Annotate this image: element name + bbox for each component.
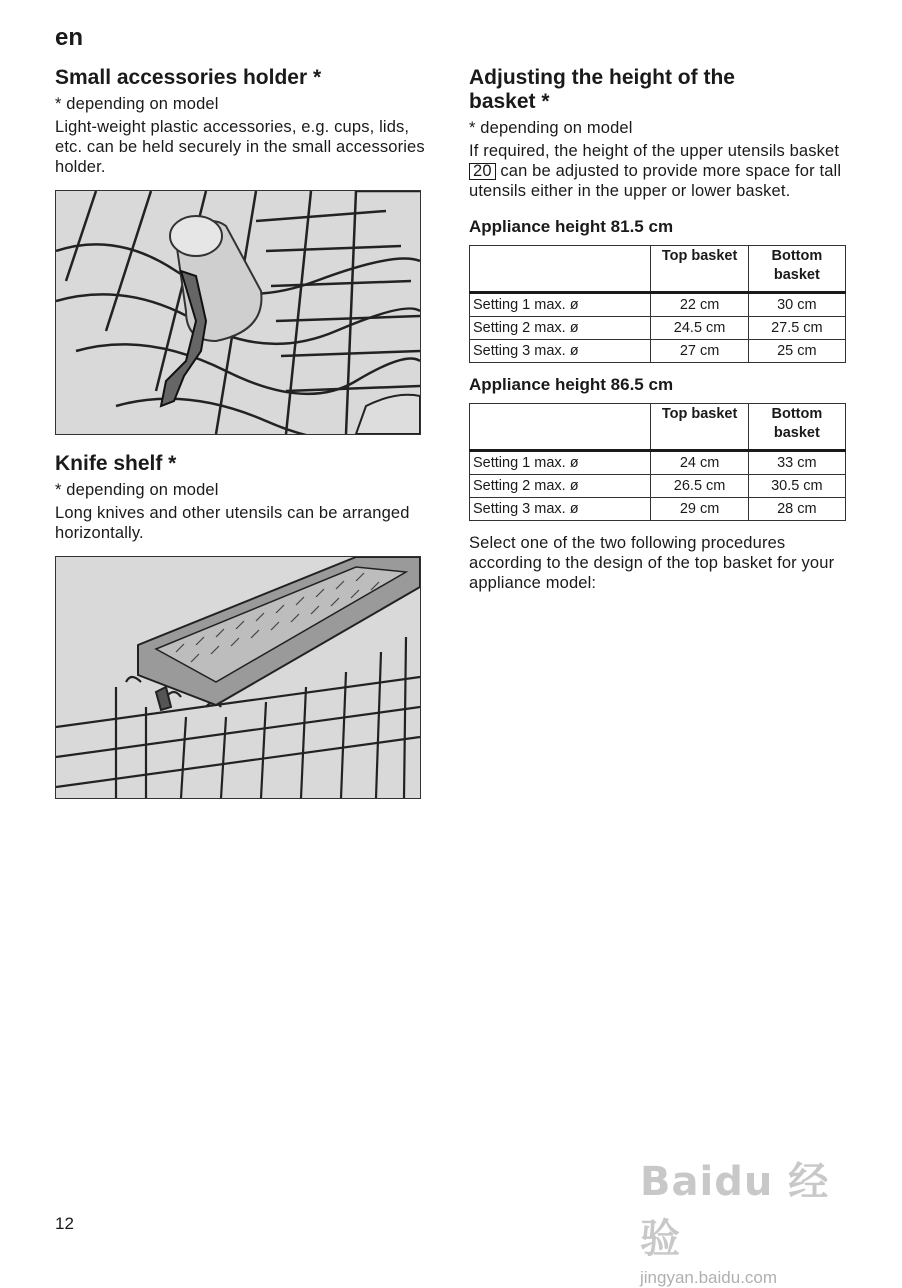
table2-header-bottom: Bottom basket	[748, 404, 845, 451]
small-accessories-section	[55, 66, 430, 435]
table2-heading: Appliance height 86.5 cm	[469, 375, 674, 394]
table1-header-top: Top basket	[651, 246, 748, 293]
table-cell-label: Setting 2 max. ø	[470, 317, 651, 340]
table-cell-bottom: 27.5 cm	[748, 317, 845, 340]
table-cell-bottom: 30.5 cm	[748, 475, 845, 498]
knife-shelf-section	[55, 452, 430, 799]
adjust-height-note: * depending on model	[469, 119, 633, 137]
table-cell-label: Setting 3 max. ø	[470, 340, 651, 363]
table1-header-bottom: Bottom basket	[748, 246, 845, 293]
knife-shelf-drawing	[56, 557, 420, 798]
table-row	[470, 317, 846, 340]
small-accessories-body: Light-weight plastic accessories, e.g. cups, lids, etc. can be held securely in the small accessories holder.	[55, 118, 425, 176]
closing-text: Select one of the two following procedures according to the design of the top basket for your appliance model:	[469, 534, 835, 592]
knife-shelf-title: Knife shelf *	[55, 452, 177, 475]
small-accessories-title: Small accessories holder *	[55, 66, 322, 89]
table-cell-top: 24.5 cm	[651, 317, 748, 340]
page-number: 12	[55, 1214, 74, 1233]
table-row	[470, 293, 846, 317]
table-row	[470, 475, 846, 498]
watermark	[640, 1150, 850, 1287]
table2-header-top: Top basket	[651, 404, 748, 451]
knife-shelf-illustration	[55, 556, 421, 799]
table-cell-bottom: 30 cm	[748, 293, 845, 317]
adjust-height-body-post: can be adjusted to provide more space for tall utensils either in the upper or lower basket.	[469, 162, 842, 200]
table1-heading: Appliance height 81.5 cm	[469, 217, 674, 236]
reference-number: 20	[469, 163, 496, 180]
adjust-height-title: Adjusting the height of the basket *	[469, 66, 735, 113]
table-row	[470, 340, 846, 363]
small-accessories-note: * depending on model	[55, 95, 219, 113]
table-cell-label: Setting 3 max. ø	[470, 498, 651, 521]
knife-shelf-note: * depending on model	[55, 481, 219, 499]
knife-shelf-body: Long knives and other utensils can be arranged horizontally.	[55, 504, 410, 542]
table1-header-empty	[470, 246, 651, 293]
table1-header-row	[470, 246, 846, 293]
table-cell-top: 26.5 cm	[651, 475, 748, 498]
table-cell-bottom: 25 cm	[748, 340, 845, 363]
right-column	[469, 66, 849, 593]
table-cell-bottom: 28 cm	[748, 498, 845, 521]
table-cell-label: Setting 1 max. ø	[470, 293, 651, 317]
left-column	[55, 66, 430, 799]
table-cell-top: 27 cm	[651, 340, 748, 363]
table-appliance-81-5	[469, 245, 846, 363]
small-accessories-illustration	[55, 190, 421, 435]
table-cell-top: 22 cm	[651, 293, 748, 317]
table-appliance-86-5	[469, 403, 846, 521]
basket-cup-drawing	[56, 191, 420, 434]
table2-header-empty	[470, 404, 651, 451]
table-cell-top: 29 cm	[651, 498, 748, 521]
watermark-url: jingyan.baidu.com	[640, 1268, 778, 1287]
adjust-height-body	[469, 141, 849, 201]
table-row	[470, 498, 846, 521]
table2-header-row	[470, 404, 846, 451]
language-code: en	[55, 24, 84, 51]
table-cell-label: Setting 2 max. ø	[470, 475, 651, 498]
table-cell-top: 24 cm	[651, 451, 748, 475]
watermark-logo: Baidu 经验	[640, 1159, 830, 1262]
table-row	[470, 451, 846, 475]
table-cell-label: Setting 1 max. ø	[470, 451, 651, 475]
table-cell-bottom: 33 cm	[748, 451, 845, 475]
adjust-height-body-pre: If required, the height of the upper utensils basket	[469, 142, 840, 160]
